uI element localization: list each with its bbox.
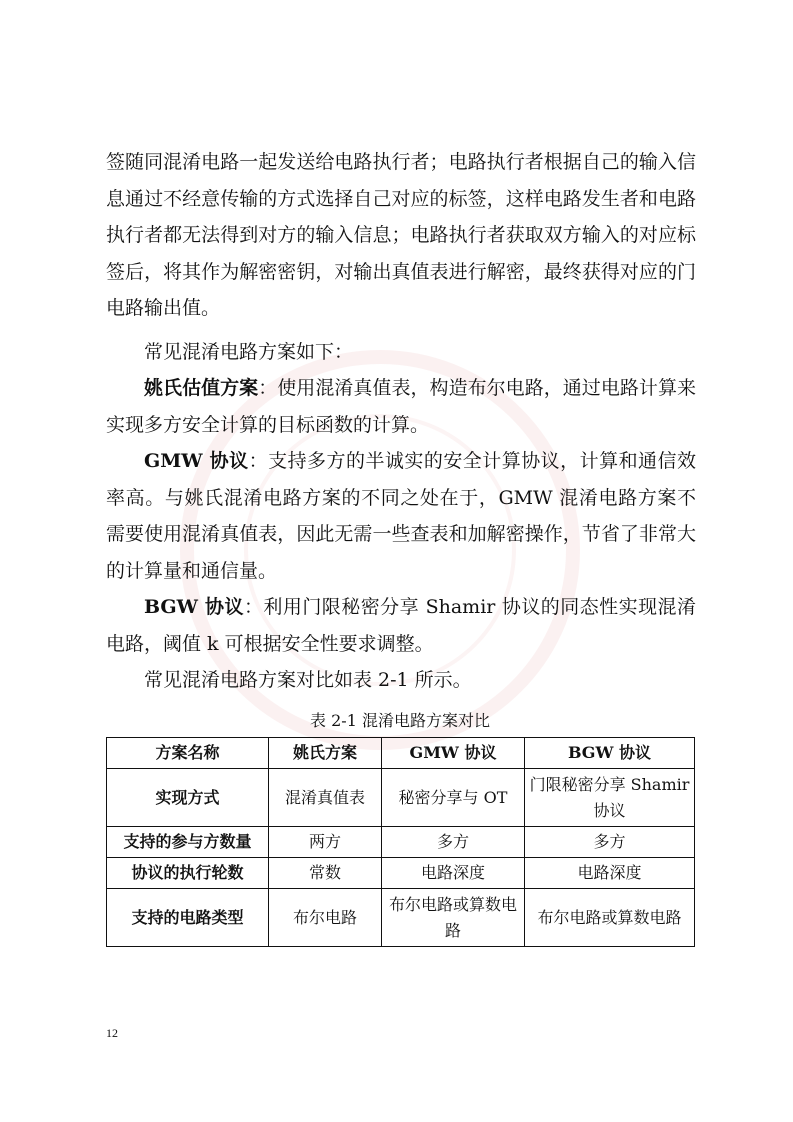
bgw-protocol-description: ：利用门限秘密分享 Shamir 协议的同态性实现混淆电路，阈值 k 可根据安全性要求调整。 bbox=[106, 596, 696, 655]
paragraph-yao-scheme bbox=[106, 370, 696, 443]
paragraph-table-reference: 常见混淆电路方案对比如表 2-1 所示。 bbox=[144, 669, 472, 691]
header-gmw: GMW 协议 bbox=[382, 738, 525, 769]
table-cell: 布尔电路或算数电路 bbox=[525, 889, 695, 947]
table-cell: 布尔电路或算数电路 bbox=[382, 889, 525, 947]
table-cell: 布尔电路 bbox=[269, 889, 382, 947]
term-gmw-protocol: GMW 协议 bbox=[144, 450, 249, 472]
paragraph-gmw-protocol bbox=[106, 443, 696, 589]
table-caption: 表 2-1 混淆电路方案对比 bbox=[310, 711, 490, 730]
table-row bbox=[107, 889, 695, 947]
row-label: 支持的参与方数量 bbox=[107, 827, 269, 858]
table-cell: 门限秘密分享 Shamir 协议 bbox=[525, 769, 695, 827]
row-label: 支持的电路类型 bbox=[107, 889, 269, 947]
paragraph-bgw-protocol bbox=[106, 589, 696, 662]
table-header-row bbox=[107, 738, 695, 769]
paragraph-schemes-intro: 常见混淆电路方案如下： bbox=[144, 341, 354, 363]
gmw-protocol-description: ：支持多方的半诚实的安全计算协议，计算和通信效率高。与姚氏混淆电路方案的不同之处在于，GMW 混淆电路方案不需要使用混淆真值表，因此无需一些查表和加解密操作，节省了非常大的计算量和通信量。 bbox=[106, 450, 696, 582]
row-label: 实现方式 bbox=[107, 769, 269, 827]
table-cell: 混淆真值表 bbox=[269, 769, 382, 827]
row-label: 协议的执行轮数 bbox=[107, 858, 269, 889]
table-row bbox=[107, 827, 695, 858]
table-cell: 多方 bbox=[382, 827, 525, 858]
table-cell: 电路深度 bbox=[525, 858, 695, 889]
header-yao: 姚氏方案 bbox=[269, 738, 382, 769]
paragraph-circuit-execution: 签随同混淆电路一起发送给电路执行者；电路执行者根据自己的输入信息通过不经意传输的方式选择自己对应的标签，这样电路发生者和电路执行者都无法得到对方的输入信息；电路执行者获取双方输入的对应标签后，将其作为解密密钥，对输出真值表进行解密，最终获得对应的门电路输出值。 bbox=[106, 151, 696, 319]
table-row bbox=[107, 858, 695, 889]
table-cell: 多方 bbox=[525, 827, 695, 858]
term-yao-scheme: 姚氏估值方案 bbox=[144, 377, 259, 399]
header-bgw: BGW 协议 bbox=[525, 738, 695, 769]
comparison-table bbox=[106, 737, 695, 947]
header-scheme-name: 方案名称 bbox=[107, 738, 269, 769]
yao-scheme-description: ：使用混淆真值表，构造布尔电路，通过电路计算来实现多方安全计算的目标函数的计算。 bbox=[106, 377, 696, 436]
page-number: 12 bbox=[106, 1026, 118, 1040]
table-cell: 两方 bbox=[269, 827, 382, 858]
table-row bbox=[107, 769, 695, 827]
table-cell: 常数 bbox=[269, 858, 382, 889]
table-cell: 电路深度 bbox=[382, 858, 525, 889]
table-cell: 秘密分享与 OT bbox=[382, 769, 525, 827]
term-bgw-protocol: BGW 协议 bbox=[144, 596, 244, 618]
